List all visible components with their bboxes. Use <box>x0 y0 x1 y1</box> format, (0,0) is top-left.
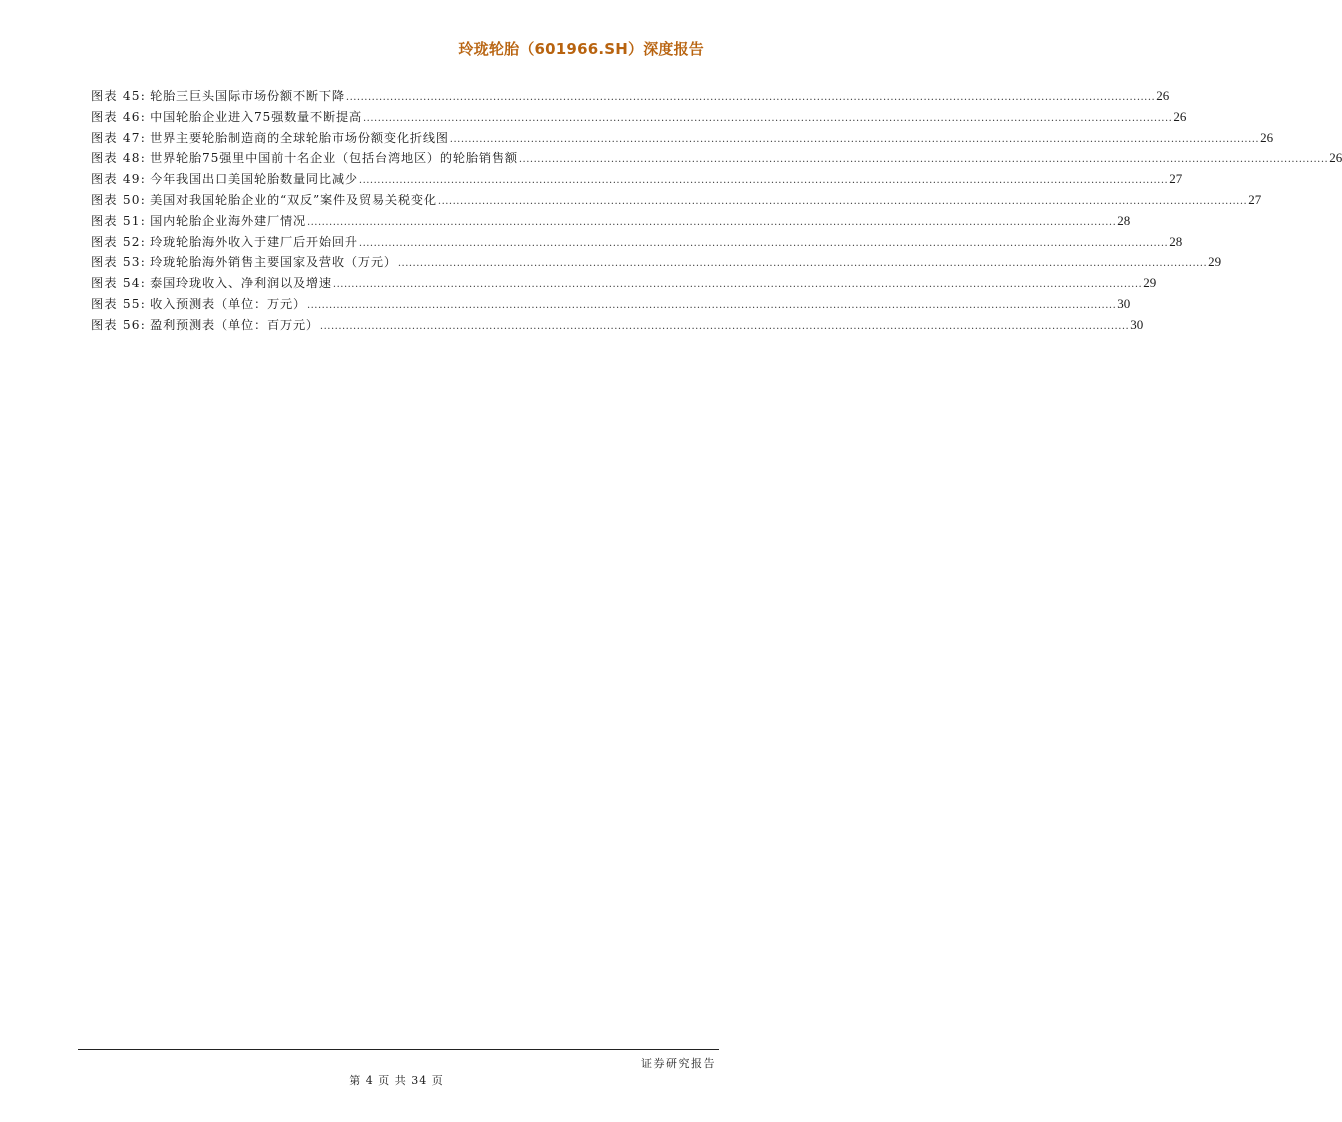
toc-row[interactable] <box>91 232 1183 253</box>
toc-page-number: 27 <box>1169 171 1183 187</box>
toc-figure-title: 世界轮胎75强里中国前十名企业（包括台湾地区）的轮胎销售额 <box>150 151 518 166</box>
toc-figure-title: 今年我国出口美国轮胎数量同比减少 <box>150 172 358 187</box>
toc-leader-dots: ............................................................................................................................................................................................................................ <box>319 320 1130 332</box>
toc-page-number: 26 <box>1173 108 1187 124</box>
toc-row[interactable] <box>91 315 1144 336</box>
toc-page-number: 30 <box>1117 295 1131 311</box>
toc-figure-label: 图表 47: <box>91 130 147 145</box>
toc-leader-dots: ............................................................................................................................................................................................................................ <box>358 237 1169 249</box>
toc-figure-title: 轮胎三巨头国际市场份额不断下降 <box>150 89 345 103</box>
toc-row[interactable] <box>91 128 1274 149</box>
toc-page-number: 26 <box>1260 129 1274 145</box>
toc-leader-dots: ............................................................................................................................................................................................................................ <box>306 299 1117 311</box>
toc-leader-dots: ............................................................................................................................................................................................................................ <box>345 92 1156 103</box>
toc-leader-dots: ............................................................................................................................................................................................................................ <box>306 216 1117 228</box>
toc-leader-dots: ............................................................................................................................................................................................................................ <box>437 195 1248 207</box>
toc-figure-title: 美国对我国轮胎企业的“双反”案件及贸易关税变化 <box>150 192 437 207</box>
toc-leader-dots: ............................................................................................................................................................................................................................ <box>358 175 1169 187</box>
toc-figure-title: 泰国玲珑收入、净利润以及增速 <box>150 276 332 291</box>
toc-figure-label: 图表 45: <box>91 89 147 103</box>
toc-row[interactable] <box>91 294 1131 315</box>
toc-figure-label: 图表 49: <box>91 172 147 187</box>
toc-leader-dots: ............................................................................................................................................................................................................................ <box>397 258 1208 270</box>
toc-figure-title: 中国轮胎企业进入75强数量不断提高 <box>150 109 362 124</box>
toc-row[interactable] <box>91 148 1342 169</box>
toc-page-number: 27 <box>1248 191 1262 207</box>
toc-figure-label: 图表 48: <box>91 151 147 166</box>
toc-figure-label: 图表 52: <box>91 234 147 249</box>
toc-page-number: 26 <box>1329 150 1342 166</box>
toc-row[interactable] <box>91 190 1262 211</box>
toc-page-number: 30 <box>1130 316 1144 332</box>
toc-leader-dots: ............................................................................................................................................................................................................................ <box>518 154 1329 166</box>
toc-row[interactable] <box>91 273 1157 294</box>
toc-row[interactable] <box>91 211 1131 232</box>
toc-figure-title: 收入预测表（单位：万元） <box>150 296 306 311</box>
toc-leader-dots: ............................................................................................................................................................................................................................ <box>449 133 1260 145</box>
toc-figure-label: 图表 55: <box>91 296 147 311</box>
toc-figure-label: 图表 50: <box>91 192 147 207</box>
toc-row[interactable] <box>91 107 1187 128</box>
toc-figure-label: 图表 56: <box>91 317 147 332</box>
toc-page-number: 29 <box>1143 275 1157 291</box>
toc-page-number: 28 <box>1169 233 1183 249</box>
toc-figure-title: 玲珑轮胎海外销售主要国家及营收（万元） <box>150 255 397 270</box>
toc-figure-label: 图表 53: <box>91 255 147 270</box>
toc-figure-title: 世界主要轮胎制造商的全球轮胎市场份额变化折线图 <box>150 130 449 145</box>
toc-figure-label: 图表 46: <box>91 109 147 124</box>
toc-figure-title: 盈利预测表（单位：百万元） <box>150 317 319 332</box>
toc-row[interactable] <box>91 252 1222 273</box>
figure-list <box>91 86 1342 336</box>
toc-figure-label: 图表 54: <box>91 276 147 291</box>
toc-row[interactable] <box>91 86 1170 107</box>
toc-figure-title: 国内轮胎企业海外建厂情况 <box>150 213 306 228</box>
report-title: 玲珑轮胎（601966.SH）深度报告 <box>458 40 704 58</box>
toc-page-number: 28 <box>1117 212 1131 228</box>
toc-leader-dots: ............................................................................................................................................................................................................................ <box>363 112 1173 124</box>
toc-figure-label: 图表 51: <box>91 213 147 228</box>
footer-report-type: 证券研究报告 <box>641 1057 716 1070</box>
footer-divider <box>78 1049 719 1050</box>
toc-page-number: 29 <box>1208 254 1222 270</box>
footer-page-number: 第 4 页 共 34 页 <box>349 1074 444 1087</box>
toc-leader-dots: ............................................................................................................................................................................................................................ <box>332 279 1143 291</box>
toc-row[interactable] <box>91 169 1183 190</box>
toc-figure-title: 玲珑轮胎海外收入于建厂后开始回升 <box>150 234 358 249</box>
toc-page-number: 26 <box>1156 88 1170 103</box>
